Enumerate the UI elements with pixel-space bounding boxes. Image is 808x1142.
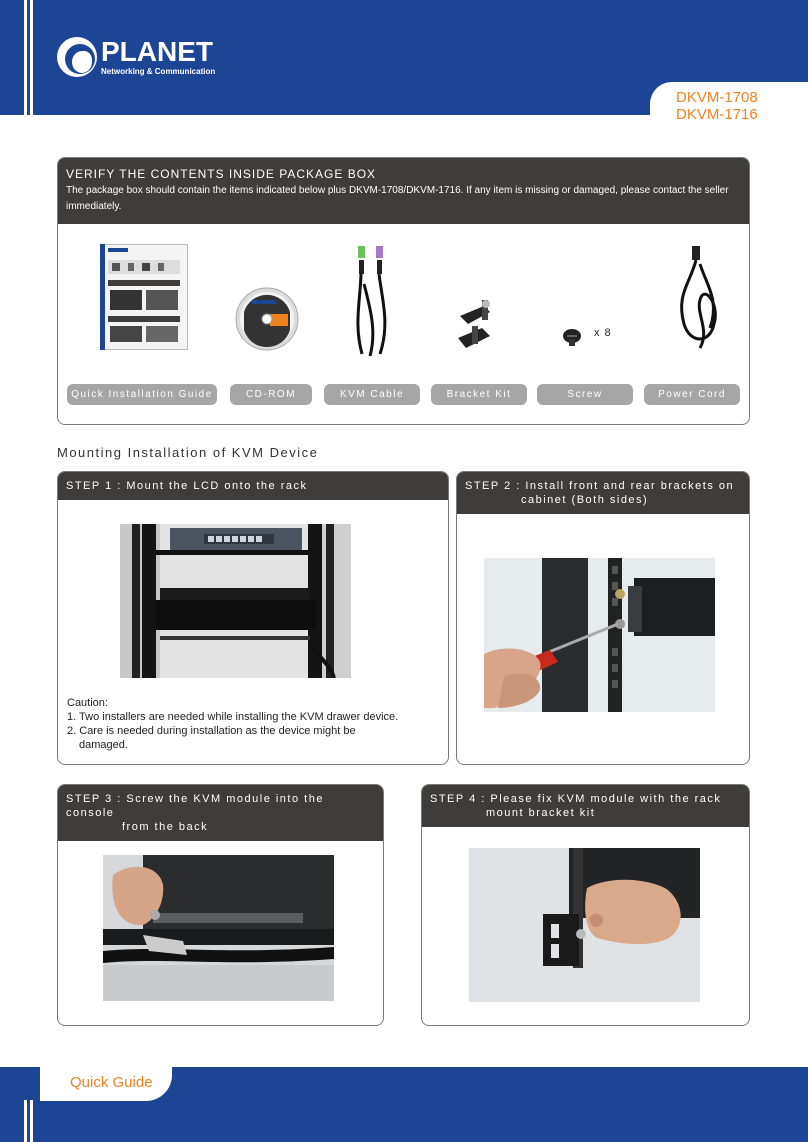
step1-title: STEP 1 : Mount the LCD onto the rack <box>66 480 308 492</box>
brand-name: PLANET <box>101 36 213 67</box>
step3-title-line1: STEP 3 : Screw the KVM module into the console <box>66 793 324 819</box>
brand-tagline: Networking & Communication <box>101 67 216 76</box>
step1-header <box>58 472 448 500</box>
caution-title: Caution: <box>67 697 108 709</box>
step1-photo <box>120 524 351 678</box>
model-1708: DKVM-1708 <box>676 89 758 106</box>
header-stripes <box>0 0 40 115</box>
verify-description: The package box should contain the items indicated below plus DKVM-1708/DKVM-1716. If any item is missing or damaged, please contact the seller immediately. <box>66 185 729 212</box>
caution-item-2: 2. Care is needed during installation as the device might be <box>67 725 356 737</box>
step2-title-line2: cabinet (Both sides) <box>521 494 649 506</box>
caution-note <box>67 696 398 752</box>
item-label-screw: Screw <box>537 384 633 405</box>
item-label-power-cord: Power Cord <box>644 384 740 405</box>
model-1716: DKVM-1716 <box>676 106 758 123</box>
step3-header <box>58 785 383 841</box>
step4-photo <box>469 848 700 1002</box>
footer-stripes <box>22 1100 42 1142</box>
screw-count: x 8 <box>594 327 612 339</box>
planet-logo <box>57 37 217 81</box>
footer-quick-guide: Quick Guide <box>70 1074 153 1091</box>
verify-title: VERIFY THE CONTENTS INSIDE PACKAGE BOX <box>66 167 377 181</box>
caution-item-2-cont: damaged. <box>79 739 128 751</box>
item-label-cd-rom: CD-ROM <box>230 384 312 405</box>
caution-item-1: 1. Two installers are needed while installing the KVM drawer device. <box>67 711 399 723</box>
item-label-kvm-cable: KVM Cable <box>324 384 420 405</box>
verify-header <box>58 158 749 224</box>
model-names <box>676 89 758 123</box>
step2-photo <box>484 558 715 712</box>
item-label-bracket-kit: Bracket Kit <box>431 384 527 405</box>
mounting-heading: Mounting Installation of KVM Device <box>57 445 319 460</box>
kvm-cable-image <box>350 244 394 362</box>
step4-title-line2: mount bracket kit <box>486 807 596 819</box>
step4-header <box>422 785 749 827</box>
step3-title-line2: from the back <box>122 821 209 833</box>
screw-image <box>560 327 584 347</box>
quick-guide-image <box>100 244 188 350</box>
step2-header <box>457 472 749 514</box>
step2-title-line1: STEP 2 : Install front and rear brackets on <box>465 480 735 492</box>
step3-photo <box>103 855 334 1001</box>
planet-logo-icon <box>57 37 97 77</box>
power-cord-image <box>670 244 730 356</box>
cd-rom-image <box>234 286 300 352</box>
step4-title-line1: STEP 4 : Please fix KVM module with the rack <box>430 793 722 805</box>
bracket-kit-image <box>454 298 506 354</box>
item-label-quick-installation-guide: Quick Installation Guide <box>67 384 217 405</box>
